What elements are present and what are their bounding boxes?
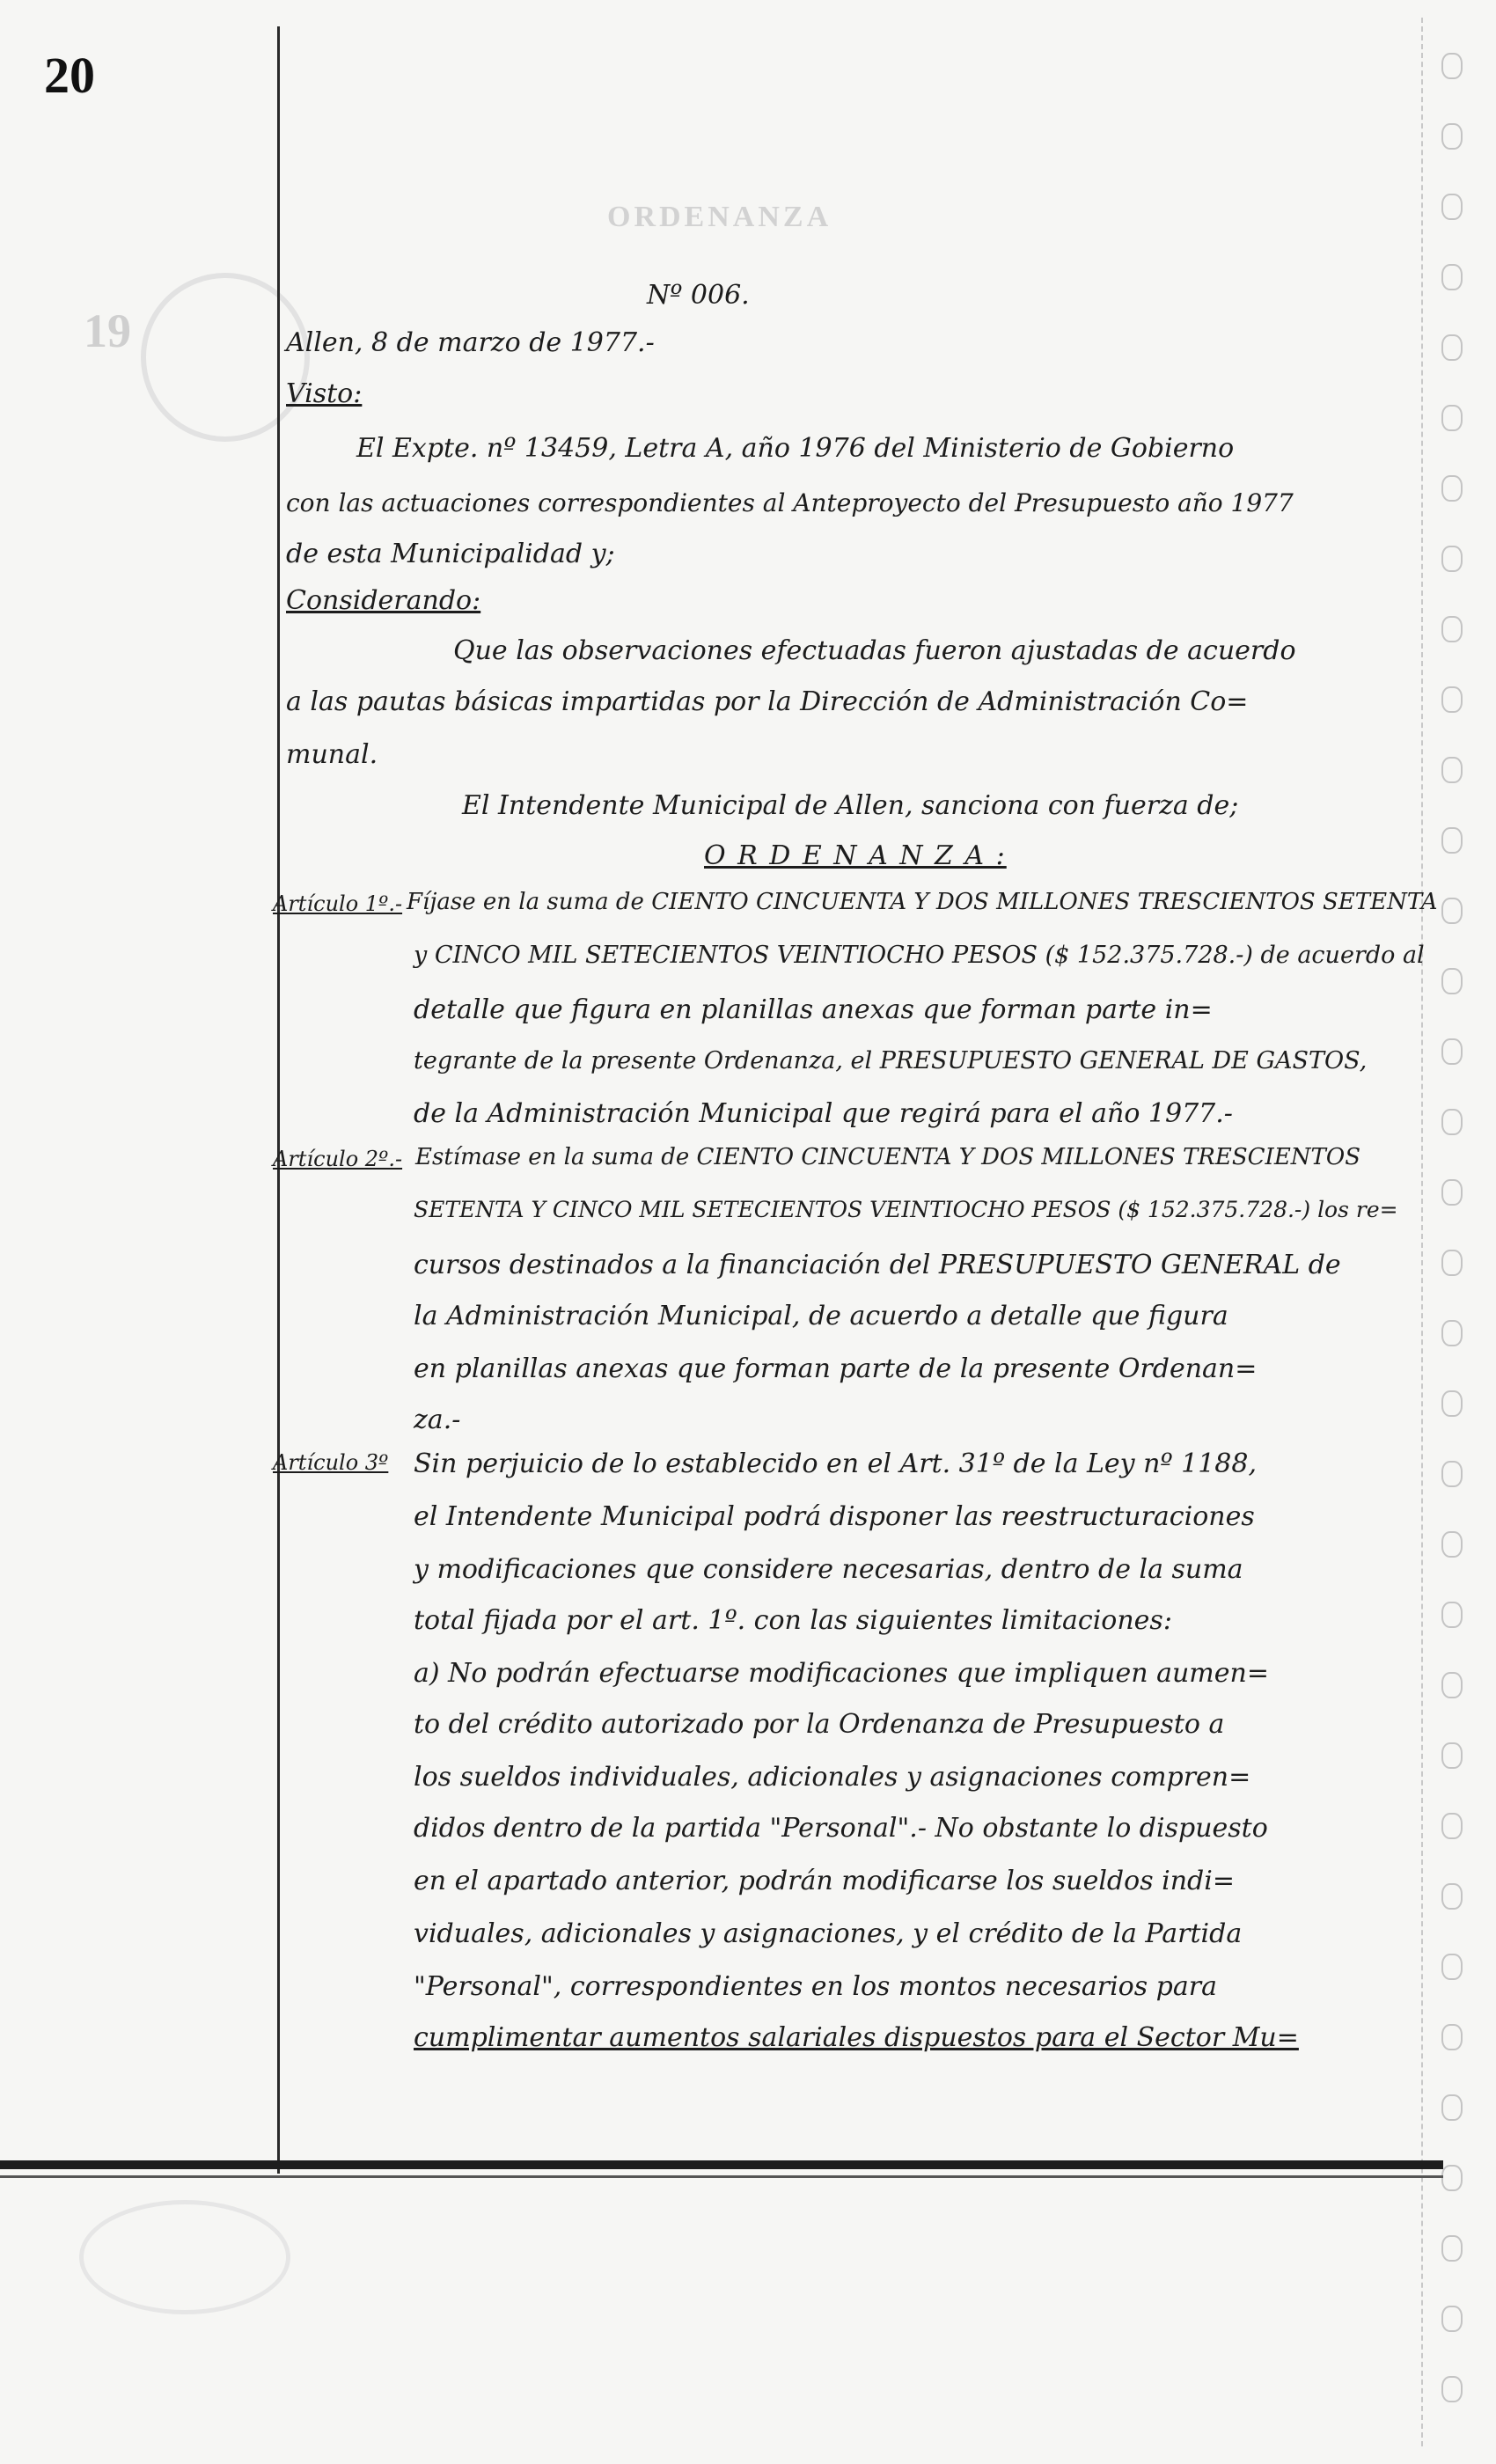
binding-hole <box>1441 1813 1463 1839</box>
binding-hole <box>1441 2094 1463 2121</box>
binding-hole <box>1441 1390 1463 1417</box>
place-date: Allen, 8 de marzo de 1977.- <box>286 327 655 358</box>
binding-hole <box>1441 2376 1463 2402</box>
binding-hole <box>1441 1038 1463 1065</box>
page-number: 20 <box>44 47 95 104</box>
article-line: el Intendente Municipal podrá disponer las reestructuraciones <box>414 1501 1255 1532</box>
binding-hole <box>1441 1109 1463 1135</box>
binding-hole <box>1441 546 1463 572</box>
binding-hole <box>1441 475 1463 502</box>
visto-line: con las actuaciones correspondientes al Anteproyecto del Presupuesto año 1977 <box>286 488 1294 517</box>
margin-rule <box>277 26 280 2174</box>
binding-hole <box>1441 1320 1463 1346</box>
article-line: de la Administración Municipal que regirá para el año 1977.- <box>414 1098 1233 1129</box>
article-line: tegrante de la presente Ordenanza, el PRESUPUESTO GENERAL DE GASTOS, <box>414 1047 1368 1074</box>
binding-hole <box>1441 264 1463 290</box>
article-label: Artículo 3º <box>273 1450 389 1475</box>
visto-line: El Expte. nº 13459, Letra A, año 1976 del Ministerio de Gobierno <box>356 433 1235 464</box>
article-line: y modificaciones que considere necesarias, dentro de la suma <box>414 1554 1243 1585</box>
stamp-bleed-through <box>79 2200 290 2314</box>
article-line: Fíjase en la suma de CIENTO CINCUENTA Y DOS MILLONES TRESCIENTOS SETENTA <box>407 889 1438 915</box>
article-line: to del crédito autorizado por la Ordenanza de Presupuesto a <box>414 1709 1225 1740</box>
bleed-through-header: ORDENANZA <box>607 201 832 233</box>
visto-line: de esta Municipalidad y; <box>286 539 615 569</box>
binding-hole <box>1441 616 1463 642</box>
article-line: total fijada por el art. 1º. con las siguientes limitaciones: <box>414 1605 1172 1636</box>
binding-hole <box>1441 1672 1463 1698</box>
binding-hole <box>1441 1531 1463 1558</box>
article-line: en planillas anexas que forman parte de la presente Ordenan= <box>414 1353 1258 1384</box>
scan-edge-band <box>0 2175 1443 2178</box>
article-line: cumplimentar aumentos salariales dispuestos para el Sector Mu= <box>414 2022 1299 2053</box>
article-line: didos dentro de la partida "Personal".- No obstante lo dispuesto <box>414 1813 1268 1844</box>
article-line: los sueldos individuales, adicionales y asignaciones compren= <box>414 1762 1251 1793</box>
binding-hole <box>1441 53 1463 79</box>
binding-hole <box>1441 2235 1463 2262</box>
article-label: Artículo 2º.- <box>273 1147 403 1171</box>
article-line: cursos destinados a la financiación del PRESUPUESTO GENERAL de <box>414 1250 1341 1280</box>
binding-strip <box>1421 18 1471 2446</box>
binding-hole <box>1441 123 1463 150</box>
binding-hole <box>1441 1954 1463 1980</box>
binding-hole <box>1441 334 1463 361</box>
article-line: y CINCO MIL SETECIENTOS VEINTIOCHO PESOS ($ 152.375.728.-) de acuerdo al <box>414 942 1425 969</box>
binding-hole <box>1441 1883 1463 1910</box>
article-line: viduales, adicionales y asignaciones, y el crédito de la Partida <box>414 1918 1243 1949</box>
binding-hole <box>1441 2306 1463 2332</box>
article-line: SETENTA Y CINCO MIL SETECIENTOS VEINTIOCHO PESOS ($ 152.375.728.-) los re= <box>414 1197 1398 1222</box>
stamp-bleed-through <box>141 273 310 442</box>
binding-hole <box>1441 1250 1463 1276</box>
ordenanza-title: O R D E N A N Z A : <box>704 840 1007 871</box>
binding-hole <box>1441 1179 1463 1206</box>
binding-hole <box>1441 1742 1463 1769</box>
considerando-line: a las pautas básicas impartidas por la Dirección de Administración Co= <box>286 686 1249 717</box>
visto-heading: Visto: <box>286 378 363 409</box>
document-number: Nº 006. <box>647 280 750 311</box>
article-label: Artículo 1º.- <box>273 891 403 916</box>
binding-hole <box>1441 827 1463 854</box>
article-line: en el apartado anterior, podrán modificarse los sueldos indi= <box>414 1866 1235 1896</box>
binding-hole <box>1441 898 1463 924</box>
article-line: Estímase en la suma de CIENTO CINCUENTA Y DOS MILLONES TRESCIENTOS <box>415 1144 1361 1170</box>
considerando-heading: Considerando: <box>286 585 481 616</box>
considerando-line: munal. <box>286 739 378 770</box>
binding-hole <box>1441 686 1463 713</box>
binding-hole <box>1441 405 1463 431</box>
binding-hole <box>1441 194 1463 220</box>
considerando-line: Que las observaciones efectuadas fueron ajustadas de acuerdo <box>453 635 1296 666</box>
article-line: detalle que figura en planillas anexas que forman parte in= <box>414 994 1213 1025</box>
binding-hole <box>1441 1461 1463 1487</box>
binding-hole <box>1441 968 1463 994</box>
sanciona-line: El Intendente Municipal de Allen, sanciona con fuerza de; <box>462 790 1239 821</box>
binding-hole <box>1441 757 1463 783</box>
binding-hole <box>1441 2165 1463 2191</box>
article-line: "Personal", correspondientes en los montos necesarios para <box>414 1971 1217 2002</box>
binding-hole <box>1441 1602 1463 1628</box>
binding-hole <box>1441 2024 1463 2050</box>
scan-edge-band <box>0 2160 1443 2169</box>
bleed-through-page-number: 19 <box>84 304 131 357</box>
article-line: a) No podrán efectuarse modificaciones que impliquen aumen= <box>414 1658 1269 1689</box>
article-line: la Administración Municipal, de acuerdo a detalle que figura <box>414 1301 1228 1331</box>
article-line: Sin perjuicio de lo establecido en el Art. 31º de la Ley nº 1188, <box>414 1448 1258 1479</box>
article-line: za.- <box>414 1404 461 1435</box>
